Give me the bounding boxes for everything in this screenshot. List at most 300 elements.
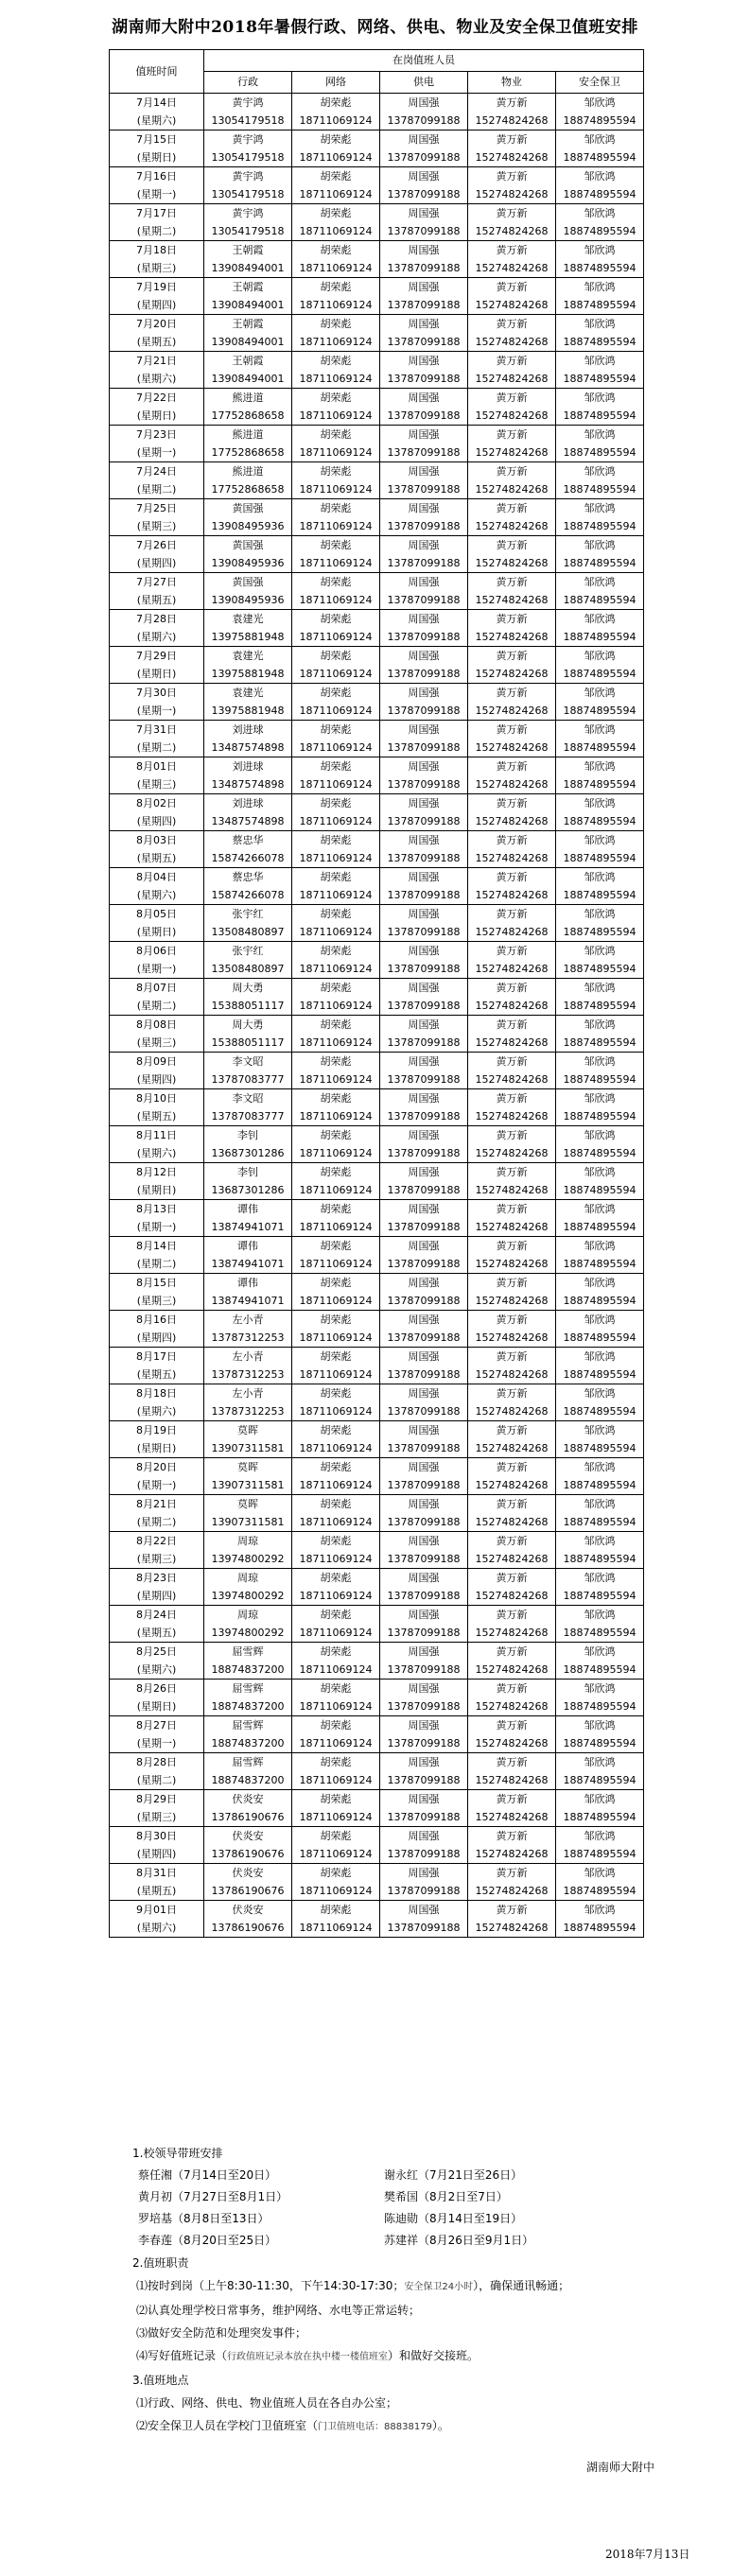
power-cell [380,1790,468,1827]
admin-cell-line1: 黄国强 [232,576,264,588]
property-cell [468,684,556,721]
admin-cell [204,499,292,536]
property-cell-line2: 15274824268 [475,1553,549,1565]
network-cell [292,1643,380,1680]
property-cell [468,278,556,315]
network-cell-line2: 18711069124 [299,852,373,864]
network-cell-line1: 胡荣彪 [320,1756,352,1768]
admin-cell-line1: 刘进球 [232,797,264,809]
property-cell-line1: 黄万新 [496,133,528,146]
power-cell-line1: 周国强 [408,760,440,773]
date-cell-line1: 8月29日 [136,1793,177,1805]
date-cell-line1: 7月19日 [136,281,177,293]
table-row [110,573,644,610]
security-cell [556,1864,644,1901]
network-cell [292,1716,380,1753]
admin-cell-line1: 刘进球 [232,723,264,736]
security-cell-line2: 18874895594 [563,1442,637,1454]
security-cell-line1: 邹欣鸿 [584,392,616,404]
admin-cell-line1: 熊进道 [232,428,264,441]
security-cell-line1: 邹欣鸿 [584,576,616,588]
network-cell-line2: 18711069124 [299,557,373,569]
signature: 湖南师大附中 [586,2461,655,2474]
table-row [110,1716,644,1753]
property-cell-line1: 黄万新 [496,1498,528,1510]
network-cell-line2: 18711069124 [299,926,373,938]
property-cell [468,1864,556,1901]
security-cell-line1: 邹欣鸿 [584,1092,616,1105]
power-cell-line2: 13787099188 [387,446,461,459]
duty-note: 安全保卫24小时 [404,2282,474,2292]
network-cell-line2: 18711069124 [299,1110,373,1123]
network-cell-line1: 胡荣彪 [320,1018,352,1031]
admin-cell [204,573,292,610]
table-row [110,1864,644,1901]
network-cell [292,1384,380,1421]
date-cell [110,499,204,536]
property-cell [468,426,556,462]
power-cell [380,131,468,167]
date-cell-line2: (星期三) [136,520,177,532]
security-cell-line1: 邹欣鸿 [584,1129,616,1141]
date-cell [110,1901,204,1938]
duty-item-2: ⑵认真处理学校日常事务，维护网络、水电等正常运转； [136,2304,421,2317]
network-cell-line1: 胡荣彪 [320,1166,352,1178]
power-cell [380,573,468,610]
location-text: ）。 [431,2419,449,2432]
date-cell [110,1716,204,1753]
network-cell [292,1864,380,1901]
admin-cell [204,352,292,389]
property-cell-line1: 黄万新 [496,207,528,219]
security-cell-line2: 18874895594 [563,188,637,200]
security-cell [556,1126,644,1163]
power-cell-line1: 周国强 [408,428,440,441]
property-cell-line1: 黄万新 [496,797,528,809]
power-cell [380,610,468,647]
security-cell-line2: 18874895594 [563,1147,637,1159]
property-cell-line1: 黄万新 [496,502,528,514]
security-cell-line1: 邹欣鸿 [584,502,616,514]
network-cell-line1: 胡荣彪 [320,1793,352,1805]
column-header-property: 物业 [468,72,556,94]
date-cell-line2: (星期二) [136,225,177,237]
power-cell-line2: 13787099188 [387,373,461,385]
network-cell [292,462,380,499]
date-cell [110,1126,204,1163]
security-cell-line2: 18874895594 [563,1663,637,1676]
network-cell-line1: 胡荣彪 [320,428,352,441]
admin-cell-line1: 李文昭 [232,1055,264,1068]
security-cell-line2: 18874895594 [563,1885,637,1897]
date-cell [110,905,204,942]
date-cell-line2: (星期日) [136,1700,177,1713]
network-cell-line2: 18711069124 [299,1516,373,1528]
admin-cell-line2: 18874837200 [211,1663,285,1676]
property-cell-line2: 15274824268 [475,1700,549,1713]
date-cell-line2: (星期一) [136,1737,177,1749]
network-cell-line2: 18711069124 [299,594,373,606]
security-cell [556,1827,644,1864]
admin-cell [204,426,292,462]
date-cell-line2: (星期三) [136,778,177,791]
network-cell-line2: 18711069124 [299,1590,373,1602]
admin-cell-line2: 13908494001 [211,373,285,385]
property-cell [468,1016,556,1053]
admin-cell-line1: 莫晖 [237,1498,258,1510]
admin-cell [204,684,292,721]
security-cell [556,352,644,389]
admin-cell [204,278,292,315]
date-cell-line2: (星期二) [136,1000,177,1012]
network-cell-line2: 18711069124 [299,225,373,237]
date-cell [110,684,204,721]
security-cell [556,942,644,979]
network-cell-line1: 胡荣彪 [320,1240,352,1252]
security-cell [556,1421,644,1458]
duty-item-3: ⑶做好安全防范和处理突发事件； [136,2326,307,2340]
power-cell-line2: 13787099188 [387,1848,461,1860]
network-cell [292,315,380,352]
security-cell-line1: 邹欣鸿 [584,133,616,146]
property-cell-line2: 15274824268 [475,631,549,643]
property-cell-line2: 15274824268 [475,336,549,348]
admin-cell-line2: 13487574898 [211,815,285,827]
power-cell-line1: 周国强 [408,982,440,994]
power-cell-line1: 周国强 [408,355,440,367]
network-cell-line1: 胡荣彪 [320,1830,352,1842]
power-cell-line2: 13787099188 [387,1368,461,1381]
admin-cell-line1: 黄宇鸿 [232,96,264,109]
security-cell [556,647,644,684]
power-cell-line2: 13787099188 [387,1590,461,1602]
property-cell [468,1458,556,1495]
property-cell-line1: 黄万新 [496,1645,528,1658]
sign-date: 2018年7月13日 [605,2548,690,2561]
power-cell [380,241,468,278]
network-cell-line1: 胡荣彪 [320,1645,352,1658]
network-cell [292,905,380,942]
property-cell-line1: 黄万新 [496,1867,528,1879]
security-cell-line2: 18874895594 [563,1110,637,1123]
power-cell-line1: 周国强 [408,871,440,883]
network-cell-line1: 胡荣彪 [320,1350,352,1363]
section-leaders-title: 1.校领导带班安排 [132,2147,223,2160]
security-cell-line1: 邹欣鸿 [584,650,616,662]
date-cell [110,1753,204,1790]
admin-cell-line2: 13787083777 [211,1110,285,1123]
network-cell-line1: 胡荣彪 [320,613,352,625]
section-location-title: 3.值班地点 [132,2374,189,2387]
security-cell-line1: 邹欣鸿 [584,760,616,773]
property-cell-line1: 黄万新 [496,1904,528,1916]
security-cell-line2: 18874895594 [563,1073,637,1086]
property-cell [468,1716,556,1753]
network-cell-line2: 18711069124 [299,1295,373,1307]
admin-cell-line1: 周琼 [237,1609,258,1621]
power-cell-line2: 13787099188 [387,1405,461,1418]
admin-cell [204,979,292,1016]
admin-cell-line2: 13907311581 [211,1479,285,1491]
network-cell-line1: 胡荣彪 [320,760,352,773]
date-cell-line2: (星期四) [136,815,177,827]
leaders-list [138,2165,700,2252]
date-cell-line2: (星期四) [136,1073,177,1086]
power-cell-line2: 13787099188 [387,1811,461,1823]
security-cell-line1: 邹欣鸿 [584,908,616,920]
security-cell-line2: 18874895594 [563,1516,637,1528]
admin-cell [204,1016,292,1053]
property-cell [468,610,556,647]
date-cell-line1: 8月27日 [136,1719,177,1732]
property-cell [468,1348,556,1384]
admin-cell-line1: 周琼 [237,1535,258,1547]
network-cell-line1: 胡荣彪 [320,170,352,183]
security-cell-line2: 18874895594 [563,1590,637,1602]
admin-cell-line2: 13487574898 [211,778,285,791]
power-cell-line2: 13787099188 [387,188,461,200]
property-cell-line1: 黄万新 [496,982,528,994]
network-cell-line1: 胡荣彪 [320,797,352,809]
power-cell-line2: 13787099188 [387,409,461,422]
date-cell-line2: (星期五) [136,336,177,348]
date-cell-line1: 7月21日 [136,355,177,367]
table-row [110,757,644,794]
security-cell-line1: 邹欣鸿 [584,1498,616,1510]
security-cell-line2: 18874895594 [563,151,637,164]
date-cell-line2: (星期五) [136,1627,177,1639]
date-cell-line2: (星期六) [136,889,177,901]
admin-cell-line1: 袁建光 [232,613,264,625]
network-cell-line2: 18711069124 [299,1036,373,1049]
admin-cell [204,1827,292,1864]
power-cell-line2: 13787099188 [387,1627,461,1639]
network-cell-line2: 18711069124 [299,373,373,385]
power-cell-line2: 13787099188 [387,963,461,975]
admin-cell-line1: 袁建光 [232,650,264,662]
network-cell [292,794,380,831]
network-cell-line2: 18711069124 [299,1000,373,1012]
property-cell [468,1163,556,1200]
network-cell-line2: 18711069124 [299,1332,373,1344]
network-cell-line2: 18711069124 [299,446,373,459]
network-cell [292,647,380,684]
table-row [110,1237,644,1274]
property-cell-line2: 15274824268 [475,1147,549,1159]
property-cell-line1: 黄万新 [496,1756,528,1768]
admin-cell [204,1458,292,1495]
network-cell [292,1237,380,1274]
date-cell-line2: (星期二) [136,483,177,496]
table-row [110,684,644,721]
network-cell [292,352,380,389]
security-cell-line1: 邹欣鸿 [584,723,616,736]
network-cell [292,1901,380,1938]
network-cell-line2: 18711069124 [299,631,373,643]
date-cell-line1: 7月16日 [136,170,177,183]
admin-cell [204,315,292,352]
date-cell-line1: 7月14日 [136,96,177,109]
date-cell [110,352,204,389]
admin-cell-line2: 15388051117 [211,1036,285,1049]
date-cell-line1: 9月01日 [136,1904,177,1916]
date-cell [110,831,204,868]
power-cell-line1: 周国强 [408,1277,440,1289]
property-cell [468,131,556,167]
network-cell-line2: 18711069124 [299,705,373,717]
header-row-group [110,50,644,72]
table-row [110,499,644,536]
power-cell-line1: 周国强 [408,1166,440,1178]
table-row [110,1790,644,1827]
power-cell-line2: 13787099188 [387,1073,461,1086]
security-cell-line2: 18874895594 [563,1184,637,1196]
property-cell-line1: 黄万新 [496,1535,528,1547]
admin-cell-line2: 13787312253 [211,1368,285,1381]
date-cell-line2: (星期二) [136,741,177,754]
network-cell-line2: 18711069124 [299,1442,373,1454]
table-row [110,389,644,426]
date-cell [110,278,204,315]
network-cell-line2: 18711069124 [299,1258,373,1270]
date-cell-line1: 8月19日 [136,1424,177,1436]
security-cell [556,1532,644,1569]
power-cell [380,1458,468,1495]
network-cell [292,278,380,315]
admin-cell-line2: 13054179518 [211,151,285,164]
network-cell-line1: 胡荣彪 [320,1424,352,1436]
security-cell-line2: 18874895594 [563,1922,637,1934]
date-cell [110,536,204,573]
property-cell [468,1790,556,1827]
date-cell [110,942,204,979]
power-cell [380,1606,468,1643]
admin-cell-line2: 13787083777 [211,1073,285,1086]
table-row [110,1311,644,1348]
network-cell-line1: 胡荣彪 [320,1498,352,1510]
leader-item: 黄月初（7月27日至8月1日） [138,2190,288,2203]
admin-cell [204,1716,292,1753]
power-cell-line2: 13787099188 [387,1516,461,1528]
security-cell [556,1163,644,1200]
property-cell-line1: 黄万新 [496,1203,528,1215]
date-cell-line1: 7月26日 [136,539,177,551]
date-cell-line2: (星期四) [136,1848,177,1860]
power-cell-line2: 13787099188 [387,815,461,827]
security-cell-line1: 邹欣鸿 [584,871,616,883]
table-row [110,352,644,389]
table-row [110,1126,644,1163]
power-cell [380,315,468,352]
power-cell [380,1200,468,1237]
date-cell-line2: (星期四) [136,1332,177,1344]
date-cell [110,1384,204,1421]
property-cell-line2: 15274824268 [475,815,549,827]
date-cell [110,647,204,684]
admin-cell [204,1348,292,1384]
admin-cell [204,1163,292,1200]
network-cell [292,1680,380,1716]
security-cell-line2: 18874895594 [563,1258,637,1270]
property-cell-line2: 15274824268 [475,114,549,127]
date-cell [110,1569,204,1606]
power-cell [380,1753,468,1790]
table-row [110,462,644,499]
date-cell [110,1606,204,1643]
property-cell [468,389,556,426]
date-cell-line1: 8月14日 [136,1240,177,1252]
property-cell-line2: 15274824268 [475,151,549,164]
date-cell [110,757,204,794]
security-cell-line1: 邹欣鸿 [584,1314,616,1326]
date-cell-line2: (星期一) [136,188,177,200]
property-cell [468,1680,556,1716]
admin-cell-line1: 谭伟 [237,1277,258,1289]
power-cell-line2: 13787099188 [387,520,461,532]
power-cell-line2: 13787099188 [387,262,461,274]
security-cell-line2: 18874895594 [563,705,637,717]
network-cell [292,241,380,278]
security-cell-line1: 邹欣鸿 [584,539,616,551]
power-cell-line1: 周国强 [408,723,440,736]
admin-cell-line2: 13908494001 [211,299,285,311]
property-cell-line2: 15274824268 [475,705,549,717]
power-cell-line1: 周国强 [408,1350,440,1363]
power-cell-line1: 周国强 [408,133,440,146]
property-cell-line2: 15274824268 [475,1368,549,1381]
property-cell [468,1532,556,1569]
property-cell-line1: 黄万新 [496,1719,528,1732]
network-cell-line1: 胡荣彪 [320,207,352,219]
network-cell-line1: 胡荣彪 [320,465,352,478]
admin-cell-line1: 刘进球 [232,760,264,773]
security-cell-line2: 18874895594 [563,336,637,348]
security-cell-line1: 邹欣鸿 [584,797,616,809]
admin-cell-line2: 18874837200 [211,1774,285,1786]
power-cell-line2: 13787099188 [387,1295,461,1307]
network-cell-line1: 胡荣彪 [320,1461,352,1473]
location-note: 门卫值班电话：88838179 [318,2422,432,2432]
admin-cell-line1: 屈雪辉 [232,1719,264,1732]
date-cell [110,131,204,167]
security-cell [556,278,644,315]
leader-item: 樊希国（8月2日至7日） [384,2190,508,2203]
admin-cell [204,1753,292,1790]
date-cell-line2: (星期三) [136,1553,177,1565]
network-cell-line1: 胡荣彪 [320,1055,352,1068]
date-cell-line2: (星期五) [136,1110,177,1123]
power-cell [380,94,468,131]
power-cell-line1: 周国强 [408,576,440,588]
power-cell [380,1237,468,1274]
security-cell [556,1716,644,1753]
admin-cell-line1: 伏炎安 [232,1867,264,1879]
admin-cell [204,610,292,647]
date-cell-line2: (星期日) [136,1184,177,1196]
table-row [110,1495,644,1532]
security-cell [556,1311,644,1348]
security-cell-line1: 邹欣鸿 [584,982,616,994]
network-cell-line1: 胡荣彪 [320,908,352,920]
network-cell-line2: 18711069124 [299,1627,373,1639]
duty-text: ⑷写好值班记录（ [136,2349,228,2362]
power-cell-line2: 13787099188 [387,1737,461,1749]
network-cell [292,757,380,794]
date-cell-line1: 8月20日 [136,1461,177,1473]
property-cell [468,794,556,831]
network-cell [292,942,380,979]
property-cell-line1: 黄万新 [496,1092,528,1105]
